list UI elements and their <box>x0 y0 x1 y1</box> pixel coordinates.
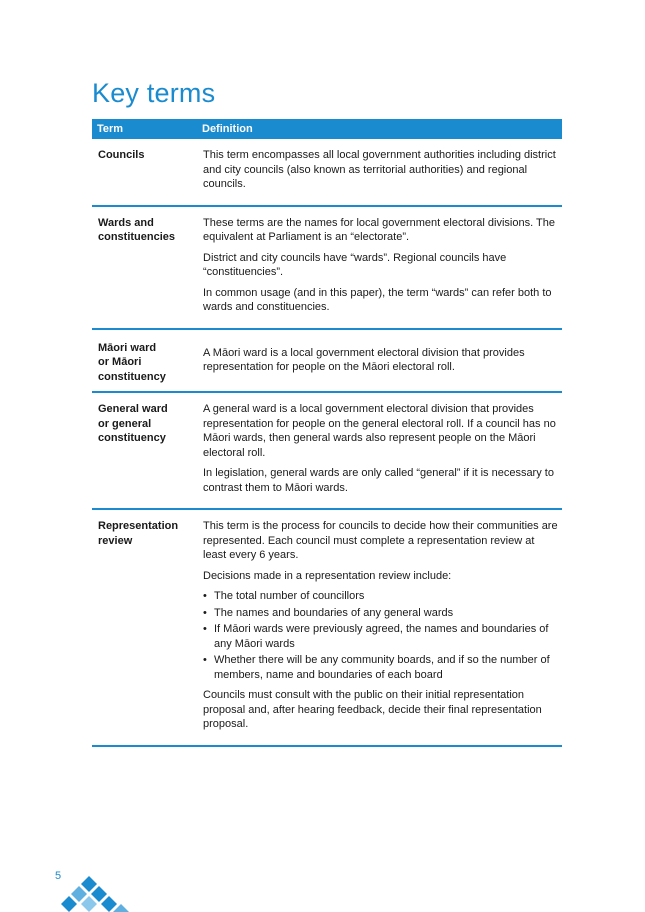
term-line: General ward <box>98 403 168 415</box>
term-cell <box>92 216 197 321</box>
list-item: • The total number of councillors <box>213 589 560 604</box>
list-item: • Whether there will be any community boards, and if so the number of members, name and boundaries of each board <box>213 653 560 682</box>
term-line: or Māori <box>98 356 142 368</box>
term-line: Councils <box>98 149 145 161</box>
definition-paragraph: A general ward is a local government electoral division that provides representation for people on the general electoral roll. If a council has no Māori wards, then general wards also represent people on the Māori electoral roll. <box>203 403 556 459</box>
definition-paragraph: In common usage (and in this paper), the term “wards” can refer both to wards and constituencies. <box>203 286 552 313</box>
term-cell <box>92 402 197 501</box>
term-cell <box>92 148 197 198</box>
list-item: • If Māori wards were previously agreed, the names and boundaries of any Māori wards <box>213 622 560 651</box>
definition-paragraph: District and city councils have “wards”. Regional councils have “constituencies”. <box>203 251 507 278</box>
definition-paragraph: Councils must consult with the public on their initial representation proposal and, after hearing feedback, decide their final representation proposal. <box>203 689 542 730</box>
term-line: or general <box>98 417 152 430</box>
table-header <box>92 119 562 139</box>
definition-paragraph: In legislation, general wards are only called “general” if it is necessary to contrast them to Māori wards. <box>203 467 554 494</box>
term-line: constituency <box>98 370 166 383</box>
definition-paragraph: Decisions made in a representation review include: <box>203 569 452 582</box>
term-cell <box>92 519 197 738</box>
list-item: • The names and boundaries of any general wards <box>213 606 560 621</box>
definition-cell <box>197 216 562 321</box>
definition-cell <box>197 519 562 738</box>
table-row <box>92 393 562 510</box>
term-line: constituencies <box>98 231 176 243</box>
term-line: Māori ward <box>98 341 157 354</box>
page-number: 5 <box>55 870 62 882</box>
header-term: Term <box>97 123 124 135</box>
term-line: Wards and <box>98 216 154 229</box>
table-row <box>92 207 562 330</box>
definition-cell <box>197 339 562 385</box>
term-line: Representation <box>98 520 179 532</box>
term-line: review <box>98 534 133 547</box>
header-definition: Definition <box>202 123 253 135</box>
diamond-pattern-logo-icon <box>55 872 135 912</box>
table-row <box>92 139 562 207</box>
definition-paragraph: A Māori ward is a local government electoral division that provides representation for people on the Māori electoral roll. <box>203 346 525 373</box>
definition-paragraph: This term is the process for councils to decide how their communities are represented. Each council must complete a representation review at least every 6 years. <box>203 520 558 561</box>
definition-cell <box>197 402 562 501</box>
term-line: constituency <box>98 432 166 444</box>
definition-cell <box>197 148 562 198</box>
decisions-list <box>203 589 560 682</box>
table-row <box>92 510 562 747</box>
definition-paragraph: These terms are the names for local government electoral divisions. The equivalent at Parliament is an “electorate”. <box>203 216 555 243</box>
definition-paragraph: This term encompasses all local government authorities including district and city councils (also known as territorial authorities) and regional councils. <box>203 149 556 190</box>
key-terms-table <box>92 119 562 747</box>
table-row <box>92 330 562 394</box>
page-title: Key terms <box>92 78 216 108</box>
term-cell <box>92 339 197 385</box>
